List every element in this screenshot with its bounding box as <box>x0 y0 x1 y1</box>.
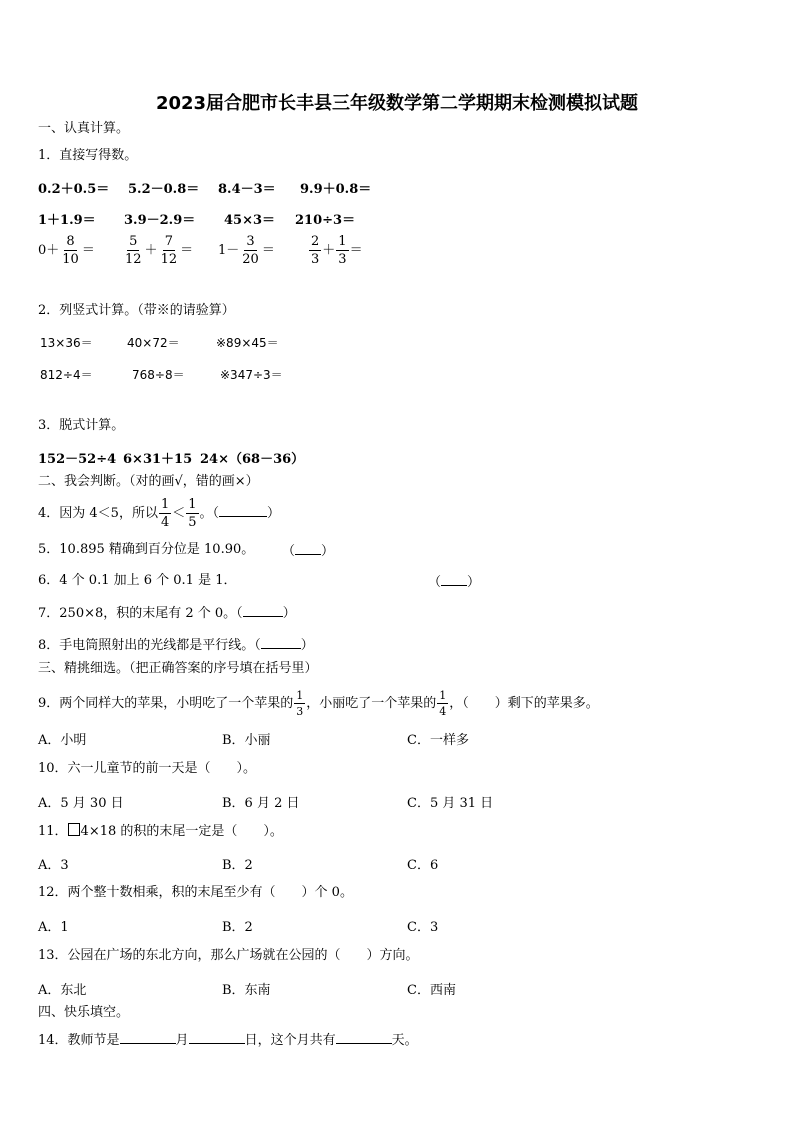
question-1-heading: 1．直接写得数。 <box>38 148 138 163</box>
numerator: 7 <box>164 234 173 249</box>
numerator: 1 <box>160 497 170 512</box>
answer-bracket: （ ） <box>428 575 481 590</box>
answer-blank-month[interactable] <box>120 1031 176 1044</box>
page-title: 2023届合肥市长丰县三年级数学第二学期期末检测模拟试题 <box>155 93 639 114</box>
vertical-calc-item: ※347÷3＝ <box>220 368 283 382</box>
section-3-heading: 三、精挑细选。（把正确答案的序号填在括号里） <box>38 661 318 676</box>
question-2-heading: 2．列竖式计算。（带※的请验算） <box>38 303 235 318</box>
calc-item: 0.2＋0.5＝ <box>38 182 110 197</box>
empty-box-icon <box>68 823 80 836</box>
answer-blank[interactable] <box>261 636 301 649</box>
denominator: 4 <box>439 705 447 718</box>
fraction <box>240 235 261 266</box>
option-a[interactable]: A．1 <box>38 920 69 935</box>
expr-prefix: 1－ <box>218 243 240 258</box>
denominator: 3 <box>311 252 320 267</box>
option-c[interactable]: C．5 月 31 日 <box>407 796 494 811</box>
option-c[interactable]: C．一样多 <box>407 733 469 748</box>
option-b[interactable]: B．2 <box>222 858 253 873</box>
question-text: 14．教师节是 <box>38 1033 120 1048</box>
option-c[interactable]: C．6 <box>407 858 439 873</box>
fraction <box>123 235 144 266</box>
question-text: 9．两个同样大的苹果，小明吃了一个苹果的 <box>38 696 294 711</box>
expr-equals: ＝ <box>261 243 275 258</box>
calc-item: 8.4－3＝ <box>218 182 276 197</box>
fraction-calc-d <box>308 235 363 266</box>
fraction <box>437 690 448 717</box>
vertical-calc-item: ※89×45＝ <box>216 336 279 350</box>
question-6 <box>38 573 481 590</box>
numerator: 1 <box>338 234 347 249</box>
question-12: 12．两个整十数相乘，积的末尾至少有（ ）个 0。 <box>38 885 353 900</box>
option-a[interactable]: A．东北 <box>38 983 87 998</box>
question-number: 11． <box>38 824 68 839</box>
numerator: 1 <box>188 497 197 512</box>
vertical-calc-item: 812÷4＝ <box>40 368 93 382</box>
denominator: 4 <box>160 515 170 530</box>
denominator: 3 <box>338 252 347 267</box>
option-c[interactable]: C．西南 <box>407 983 456 998</box>
question-text: ，小丽吃了一个苹果的 <box>306 696 437 711</box>
calc-item: 3.9－2.9＝ <box>124 213 196 228</box>
question-text: 月 <box>175 1033 189 1048</box>
expr-operator: ＋ <box>144 243 158 258</box>
option-c[interactable]: C．3 <box>407 920 439 935</box>
fraction <box>309 235 321 266</box>
denominator: 12 <box>125 252 142 267</box>
expr-equals: ＝ <box>81 243 95 258</box>
answer-bracket: （ ） <box>282 544 335 559</box>
vertical-calc-item: 768÷8＝ <box>132 368 185 382</box>
numerator: 1 <box>439 689 447 702</box>
bracket-close: ） <box>267 506 281 521</box>
fraction-calc-c <box>218 235 275 266</box>
option-b[interactable]: B．2 <box>222 920 253 935</box>
fraction <box>186 498 198 529</box>
step-calc-item: 24×（68－36） <box>200 452 305 467</box>
question-10: 10．六一儿童节的前一天是（ ）。 <box>38 761 257 776</box>
question-text: 天。 <box>391 1033 418 1048</box>
answer-blank[interactable] <box>219 504 267 517</box>
numerator: 8 <box>66 234 75 249</box>
question-11 <box>38 823 283 840</box>
fraction-calc-a <box>38 235 95 266</box>
question-4 <box>38 498 280 529</box>
option-b[interactable]: B．小丽 <box>222 733 271 748</box>
denominator: 20 <box>242 252 259 267</box>
numerator: 5 <box>129 234 138 249</box>
denominator: 12 <box>160 252 178 267</box>
section-4-heading: 四、快乐填空。 <box>38 1005 130 1020</box>
fraction <box>159 235 180 266</box>
question-text: 4×18 的积的末尾一定是（ ）。 <box>80 824 283 839</box>
vertical-calc-item: 13×36＝ <box>40 336 93 350</box>
vertical-calc-item: 40×72＝ <box>127 336 180 350</box>
denominator: 10 <box>62 252 79 267</box>
numerator: 3 <box>246 234 255 249</box>
fraction <box>336 235 348 266</box>
question-text: 5．10.895 精确到百分位是 10.90。 <box>38 542 255 557</box>
comparison-sign: ＜ <box>172 506 186 521</box>
step-calc-item: 6×31＋15 <box>123 452 193 467</box>
question-9 <box>38 690 599 717</box>
question-text: 7．250×8，积的末尾有 2 个 0。（ <box>38 606 243 621</box>
fraction <box>60 235 81 266</box>
question-7: 7．250×8，积的末尾有 2 个 0。（ ） <box>38 606 296 621</box>
section-1-heading: 一、认真计算。 <box>38 121 130 136</box>
option-b[interactable]: B．6 月 2 日 <box>222 796 300 811</box>
answer-blank-day[interactable] <box>189 1031 245 1044</box>
option-a[interactable]: A．小明 <box>38 733 87 748</box>
fraction <box>159 498 171 529</box>
step-calc-item: 152－52÷4 <box>38 452 117 467</box>
answer-blank[interactable] <box>243 604 283 617</box>
question-5 <box>38 542 335 559</box>
calc-item: 5.2－0.8＝ <box>128 182 200 197</box>
question-text: ，（ ）剩下的苹果多。 <box>449 696 599 711</box>
option-a[interactable]: A．3 <box>38 858 69 873</box>
numerator: 2 <box>311 234 320 249</box>
question-text: 6．4 个 0.1 加上 6 个 0.1 是 1． <box>38 573 237 588</box>
option-b[interactable]: B．东南 <box>222 983 271 998</box>
fraction-calc-b <box>122 235 193 266</box>
question-text: 。（ <box>199 506 220 521</box>
expr-equals: ＝ <box>180 243 194 258</box>
option-a[interactable]: A．5 月 30 日 <box>38 796 124 811</box>
question-text: 8．手电筒照射出的光线都是平行线。（ <box>38 638 261 653</box>
question-8: 8．手电筒照射出的光线都是平行线。（ ） <box>38 638 314 653</box>
expr-prefix: 0＋ <box>38 243 60 258</box>
answer-blank-days[interactable] <box>336 1031 392 1044</box>
calc-item: 210÷3＝ <box>295 213 356 228</box>
denominator: 3 <box>296 705 304 718</box>
calc-item: 1＋1.9＝ <box>38 213 96 228</box>
answer-blank[interactable] <box>441 573 467 586</box>
calc-item: 9.9＋0.8＝ <box>300 182 372 197</box>
expr-operator: ＋ <box>322 243 336 258</box>
numerator: 1 <box>296 689 304 702</box>
calc-item: 45×3＝ <box>224 213 276 228</box>
denominator: 5 <box>188 515 197 530</box>
expr-equals: ＝ <box>349 243 363 258</box>
fraction <box>294 690 305 717</box>
question-3-heading: 3．脱式计算。 <box>38 418 125 433</box>
section-2-heading: 二、我会判断。（对的画√，错的画×） <box>38 474 259 489</box>
question-text: 4．因为 4＜5，所以 <box>38 506 158 521</box>
question-13: 13．公园在广场的东北方向，那么广场就在公园的（ ）方向。 <box>38 948 419 963</box>
question-text: 日，这个月共有 <box>244 1033 336 1048</box>
question-14 <box>38 1031 418 1049</box>
answer-blank[interactable] <box>295 542 321 555</box>
